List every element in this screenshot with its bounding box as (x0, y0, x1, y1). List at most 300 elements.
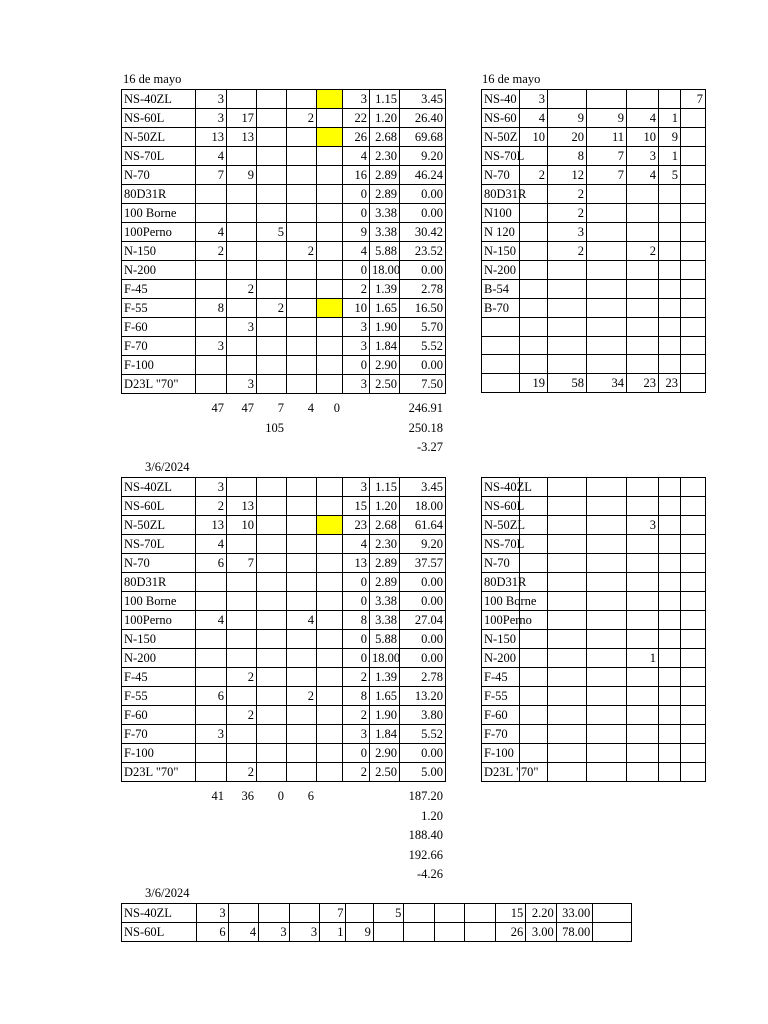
table-row (122, 725, 446, 744)
table-cell (627, 554, 659, 573)
table-cell (227, 744, 257, 763)
table-cell (257, 725, 287, 744)
table-cell (317, 649, 343, 668)
table-cell (587, 611, 627, 630)
table-cell (404, 923, 434, 942)
table-cell (287, 706, 317, 725)
table-cell: 3 (343, 337, 370, 356)
table-row (482, 535, 706, 554)
row-label-cell: 80D31R (482, 573, 520, 592)
table-cell (681, 630, 706, 649)
table-cell (287, 90, 317, 109)
table-cell: 2 (287, 687, 317, 706)
table-cell: 9 (227, 166, 257, 185)
table-row (482, 497, 706, 516)
table-cell: 2 (227, 668, 257, 687)
table-cell (316, 419, 342, 439)
row-label-cell (121, 399, 195, 419)
table-cell (256, 865, 286, 885)
table-cell (227, 725, 257, 744)
table-row (122, 611, 446, 630)
table-cell (287, 204, 317, 223)
table-cell: -4.26 (416, 867, 443, 882)
row-label-cell: F-100 (122, 744, 196, 763)
table-cell: 37.57 (400, 554, 446, 573)
table-cell (548, 280, 587, 299)
table-cell: 10 (343, 299, 370, 318)
table-cell (627, 299, 659, 318)
table-cell (659, 336, 681, 355)
table-cell: 3.45 (400, 90, 446, 109)
table-cell (227, 223, 257, 242)
table-cell (548, 611, 587, 630)
table-cell: 4 (520, 109, 548, 128)
table-cell (317, 592, 343, 611)
table-row (122, 109, 446, 128)
table-cell (287, 630, 317, 649)
table-cell (196, 744, 227, 763)
table-cell (227, 261, 257, 280)
table-cell: 18.00 (370, 261, 400, 280)
table-cell (287, 261, 317, 280)
row-label-cell: NS-40ZL (122, 904, 197, 923)
table-cell: 3.38 (370, 223, 400, 242)
table-cell (681, 318, 706, 337)
table-cell (587, 185, 627, 204)
table-cell: 9 (343, 223, 370, 242)
table-cell: 10 (520, 128, 548, 147)
table-row (121, 865, 445, 885)
table-cell (659, 554, 681, 573)
row-label-cell: N-70 (482, 166, 520, 185)
table-cell: 33.00 (556, 904, 593, 923)
table-cell: 7 (320, 904, 346, 923)
table-cell (342, 865, 369, 885)
table-cell (369, 865, 399, 885)
table-cell: 3 (196, 109, 227, 128)
table-cell (287, 744, 317, 763)
table-cell (681, 573, 706, 592)
table-cell (659, 478, 681, 497)
table-cell (681, 687, 706, 706)
table-cell (659, 744, 681, 763)
table-cell (587, 668, 627, 687)
table-cell: 1 (627, 649, 659, 668)
table-cell (465, 923, 495, 942)
row-label-cell: NS-70L (122, 147, 196, 166)
table-cell (587, 649, 627, 668)
table-cell: 4 (343, 242, 370, 261)
table-cell: 36 (241, 789, 254, 804)
table-cell: 4 (196, 611, 227, 630)
table-cell: 2 (287, 109, 317, 128)
table-cell (257, 242, 287, 261)
table-cell (627, 318, 659, 337)
table-row (482, 725, 706, 744)
table-row (121, 399, 445, 419)
table-cell (286, 846, 316, 866)
table-cell: 3.38 (370, 611, 400, 630)
row-label-cell (121, 865, 195, 885)
table-cell (627, 90, 659, 109)
table-cell: 22 (343, 109, 370, 128)
table-cell: 5.70 (400, 318, 446, 337)
table-cell (286, 807, 316, 827)
table-cell: 47 (211, 401, 224, 416)
table-cell (681, 649, 706, 668)
table-row (482, 336, 706, 355)
table-cell (317, 573, 343, 592)
table-cell (548, 355, 587, 374)
table-cell (681, 668, 706, 687)
table-cell (520, 336, 548, 355)
table-cell: 0.00 (400, 630, 446, 649)
row-label-cell: NS-60L (482, 497, 520, 516)
table-cell: 16 (343, 166, 370, 185)
table-row (482, 185, 706, 204)
table-cell (227, 573, 257, 592)
row-label-cell: F-100 (122, 356, 196, 375)
table-cell (681, 554, 706, 573)
table-cell (548, 573, 587, 592)
table-cell: 0 (343, 261, 370, 280)
table-cell (659, 573, 681, 592)
table-cell (317, 706, 343, 725)
table-row (122, 573, 446, 592)
row-label-cell: F-60 (122, 318, 196, 337)
table-cell: 3 (343, 478, 370, 497)
table-cell: 1.65 (370, 687, 400, 706)
table-row (482, 299, 706, 318)
table-cell: 2 (548, 185, 587, 204)
table-cell (659, 242, 681, 261)
table-cell (659, 497, 681, 516)
table-cell (287, 763, 317, 782)
table-cell (287, 356, 317, 375)
table-cell (317, 375, 343, 394)
table-cell: 3 (227, 318, 257, 337)
table-row (482, 90, 706, 109)
table-cell (257, 516, 287, 535)
table-cell (287, 128, 317, 147)
table-cell (196, 763, 227, 782)
table-cell (287, 280, 317, 299)
table-cell (587, 592, 627, 611)
table-row (122, 261, 446, 280)
table-cell (681, 166, 706, 185)
section-1-title: 16 de mayo (123, 72, 182, 86)
table-cell (548, 535, 587, 554)
table-cell (681, 204, 706, 223)
table-cell: 19 (520, 373, 548, 392)
table-cell (548, 592, 587, 611)
row-label-cell: N-200 (122, 261, 196, 280)
table-cell (681, 223, 706, 242)
table-cell (257, 128, 287, 147)
row-label-cell: N 120 (482, 223, 520, 242)
table-cell (257, 185, 287, 204)
table-cell (587, 706, 627, 725)
table-cell (434, 923, 464, 942)
table-cell: 4 (287, 611, 317, 630)
table-cell (317, 554, 343, 573)
table-cell: 3 (520, 90, 548, 109)
table-cell (659, 592, 681, 611)
table-row (122, 90, 446, 109)
table-cell: 8 (343, 687, 370, 706)
table-cell: 2.50 (370, 375, 400, 394)
table-cell: 3 (343, 375, 370, 394)
table-cell: 23 (627, 373, 659, 392)
table-cell: 1.15 (370, 90, 400, 109)
table-cell (227, 299, 257, 318)
table-cell (587, 318, 627, 337)
table-cell (548, 706, 587, 725)
row-label-cell: F-60 (122, 706, 196, 725)
table-cell: 18.00 (370, 649, 400, 668)
table-cell: 3.38 (370, 592, 400, 611)
table-cell: 2.20 (526, 904, 556, 923)
table-cell: 3 (196, 337, 227, 356)
row-label-cell: F-55 (122, 299, 196, 318)
table-cell (520, 299, 548, 318)
table-cell (627, 592, 659, 611)
table-cell (196, 375, 227, 394)
table-cell: 2 (287, 242, 317, 261)
table-cell (257, 356, 287, 375)
table-cell (659, 318, 681, 337)
table-row (122, 763, 446, 782)
row-label-cell (121, 826, 195, 846)
row-label-cell: NS-40 (482, 90, 520, 109)
table-cell (227, 478, 257, 497)
table-cell (681, 516, 706, 535)
table-cell (659, 535, 681, 554)
inventory-table-16-mayo (121, 89, 446, 394)
table-cell (227, 242, 257, 261)
table-cell: 2 (548, 204, 587, 223)
table-cell (226, 438, 256, 458)
table-cell: 7.50 (400, 375, 446, 394)
table-cell (627, 280, 659, 299)
table-cell (257, 573, 287, 592)
table-row (482, 706, 706, 725)
inventory-table-3-6-2024-right (481, 477, 706, 782)
table-cell: 1.65 (370, 299, 400, 318)
table-cell: 3 (227, 375, 257, 394)
table-row (482, 242, 706, 261)
table-cell: 9 (548, 109, 587, 128)
table-row (122, 904, 632, 923)
table-cell: 2 (227, 280, 257, 299)
table-cell (317, 299, 343, 318)
table-cell (227, 630, 257, 649)
table-cell: 105 (265, 420, 284, 435)
table-row (121, 846, 445, 866)
table-cell (627, 668, 659, 687)
table-cell (317, 337, 343, 356)
table-cell: 46.24 (400, 166, 446, 185)
table-cell: 17 (227, 109, 257, 128)
table-cell (196, 261, 227, 280)
section-2-title: 3/6/2024 (145, 460, 190, 474)
table-cell (520, 554, 548, 573)
table-cell (587, 280, 627, 299)
table-cell (195, 419, 226, 439)
table-cell (342, 399, 369, 419)
table-row (122, 744, 446, 763)
table-cell (196, 649, 227, 668)
row-label-cell: NS-60L (122, 923, 197, 942)
table-cell (287, 318, 317, 337)
table-cell: 0.00 (400, 573, 446, 592)
table-cell (548, 630, 587, 649)
row-label-cell: N-200 (482, 261, 520, 280)
table-cell: 27.04 (400, 611, 446, 630)
table-cell (587, 725, 627, 744)
table-cell: 7 (227, 554, 257, 573)
table-cell: 78.00 (556, 923, 593, 942)
table-cell (257, 649, 287, 668)
row-label-cell: 80D31R (122, 185, 196, 204)
table-cell: 4 (307, 401, 314, 416)
table-cell: 2.78 (400, 280, 446, 299)
table-cell (195, 807, 226, 827)
table-cell (317, 261, 343, 280)
table-cell: 2 (627, 242, 659, 261)
table-cell: 4 (627, 166, 659, 185)
row-label-cell: NS-70L (482, 147, 520, 166)
table-cell (287, 592, 317, 611)
table-cell: 9 (587, 109, 627, 128)
table-cell: 1.20 (421, 808, 443, 823)
table-cell (257, 497, 287, 516)
table-row (122, 516, 446, 535)
table-cell (520, 223, 548, 242)
table-cell (228, 904, 258, 923)
table-cell (317, 280, 343, 299)
table-cell (681, 355, 706, 374)
table-cell (196, 318, 227, 337)
table-cell (317, 668, 343, 687)
table-cell (659, 611, 681, 630)
table-cell: 1.39 (370, 280, 400, 299)
table-cell (659, 204, 681, 223)
row-label-cell: N-70 (482, 554, 520, 573)
table-cell: 4 (228, 923, 258, 942)
table-cell (259, 904, 289, 923)
table-cell (520, 706, 548, 725)
table-cell (317, 744, 343, 763)
table-cell (681, 242, 706, 261)
table-cell (317, 242, 343, 261)
table-cell (317, 185, 343, 204)
table-cell (520, 280, 548, 299)
table-cell: 2 (343, 668, 370, 687)
row-label-cell: N-50ZL (122, 516, 196, 535)
table-cell (196, 630, 227, 649)
table-cell (627, 573, 659, 592)
table-cell (659, 649, 681, 668)
table-cell (548, 90, 587, 109)
table-cell (227, 687, 257, 706)
row-label-cell: D23L "70" (122, 375, 196, 394)
table-cell: 15 (495, 904, 525, 923)
table-cell (434, 904, 464, 923)
table-cell (627, 185, 659, 204)
table-cell: 2.90 (370, 744, 400, 763)
table-cell (659, 261, 681, 280)
row-label-cell: N-70 (122, 166, 196, 185)
table-cell (196, 356, 227, 375)
row-label-cell (482, 336, 520, 355)
table-cell (627, 744, 659, 763)
table-cell (257, 337, 287, 356)
row-label-cell: N-50ZL (122, 128, 196, 147)
table-cell (548, 516, 587, 535)
table-cell: 13 (196, 128, 227, 147)
table-cell: 30.42 (400, 223, 446, 242)
table-cell (520, 687, 548, 706)
table-cell: 0.00 (400, 356, 446, 375)
table-cell (587, 336, 627, 355)
table-cell: 250.18 (408, 420, 443, 435)
table-cell (287, 725, 317, 744)
inventory-table-3-6-2024-bottom (121, 903, 632, 942)
table-row (482, 573, 706, 592)
table-cell (317, 128, 343, 147)
table-cell: 2 (227, 706, 257, 725)
table-cell (659, 280, 681, 299)
table-cell: 8 (548, 147, 587, 166)
table-cell (659, 90, 681, 109)
table-cell (465, 904, 495, 923)
row-label-cell: NS-60 (482, 109, 520, 128)
table-cell (587, 573, 627, 592)
table-row (482, 592, 706, 611)
table-cell (317, 318, 343, 337)
table-cell: 2 (343, 280, 370, 299)
table-row (122, 318, 446, 337)
table-cell (659, 668, 681, 687)
table-cell: 26 (495, 923, 525, 942)
section-1-right-title: 16 de mayo (482, 72, 541, 86)
table-cell: 188.40 (408, 828, 443, 843)
table-cell: 2.30 (370, 535, 400, 554)
table-cell: 0 (343, 630, 370, 649)
table-cell: 0 (343, 204, 370, 223)
table-cell (227, 204, 257, 223)
table-cell (548, 497, 587, 516)
table-cell (317, 478, 343, 497)
table-row (482, 109, 706, 128)
table-cell (287, 497, 317, 516)
table-cell (286, 438, 316, 458)
table-cell (681, 373, 706, 392)
table-cell (681, 706, 706, 725)
table-cell: 5.88 (370, 630, 400, 649)
table-cell (627, 204, 659, 223)
table-cell: 26 (343, 128, 370, 147)
table-row (122, 166, 446, 185)
table-row (122, 554, 446, 573)
table-cell (520, 355, 548, 374)
row-label-cell: F-70 (122, 337, 196, 356)
row-label-cell (121, 807, 195, 827)
table-cell (342, 438, 369, 458)
table-cell (287, 299, 317, 318)
table-cell: 3 (343, 725, 370, 744)
